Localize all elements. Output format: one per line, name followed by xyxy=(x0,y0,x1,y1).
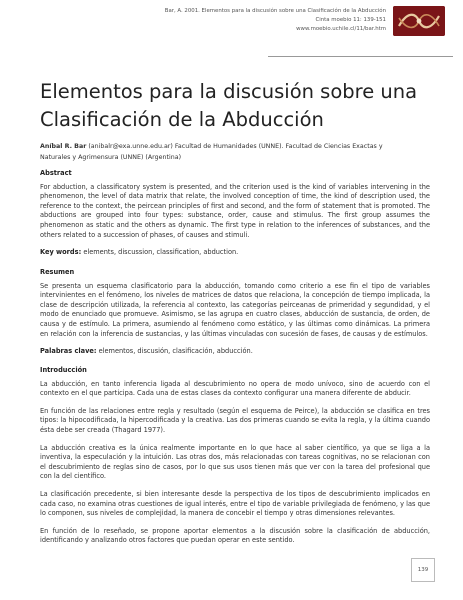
abstract-text: For abduction, a classificatory system is presented, and the criterion used is the kind of variables intervening in the phenomenon, the level of data matrix that relate, the involved conception of time, the kind of description used, the reference to the context, the peircean principles of first and second, and the form of statement that is promoted. The abductions are grouped into four types: substance, order, cause and stimulus. The first group assumes the phenomenon as static and the others as dynamic. The first type in relation to the inferences of substances, and the others related to a succession of phases, of causes and stimuli. xyxy=(40,182,430,239)
keywords-label: Key words: xyxy=(40,248,82,257)
intro-paragraph: La abducción, en tanto inferencia ligada al descubrimiento no opera de modo unívoco, sino de acuerdo con el contexto en el que participa. Cada una de estas clases da contexto configurar una manera diferente de abducir. xyxy=(40,379,430,398)
introduccion-section xyxy=(40,366,430,554)
resumen-section xyxy=(40,268,430,357)
citation-line: Bar, A. 2001. Elementos para la discusión sobre una Clasificación de la Abducción xyxy=(164,8,386,14)
intro-paragraph: En función de lo reseñado, se propone aportar elementos a la discusión sobre la clasificación de abducción, identificando y analizando otros factores que puedan operar en este sentido. xyxy=(40,526,430,545)
abstract-heading: Abstract xyxy=(40,169,72,177)
resumen-text: Se presenta un esquema clasificatorio para la abducción, tomando como criterio a ese fin el tipo de variables intervinientes en el fenómeno, los niveles de matrices de datos que relaciona, la concepción de tiempo implicada, la clase de descripción utilizada, la referencia al contexto, las categorías peirceanas de primeridad y segundidad, y el modo de enunciado que promueve. Asimismo, se las agrupa en cuatro clases, abducción de sustancia, de orden, de causa y de estímulo. La primera, asumiendo al fenómeno como estático, y las últimas como dinámicas. La primera en relación con la inferencia de sustancias, y las últimas vinculadas con sucesión de fases, de causas y de estímulos. xyxy=(40,281,430,338)
intro-paragraph: La abducción creativa es la única realmente importante en lo que hace al saber científico, ya que se liga a la inventiva, la especulación y la intuición. Las otras dos, más relacionadas con tareas cognitivas, no se relacionan con el descubrimiento de reglas sino de casos, por lo que sus usos tienen más que ver con la tarea del profesional que con la del científico. xyxy=(40,443,430,481)
author-affiliation-line-2: Naturales y Agrimensura (UNNE) (Argentina) xyxy=(40,154,182,161)
author-affiliation-line-1: (anibalr@exa.unne.edu.ar) Facultad de Humanidades (UNNE). Facultad de Ciencias Exactas y xyxy=(86,143,383,150)
resumen-keywords xyxy=(40,347,430,357)
palabras-clave-text: elementos, discusión, clasificación, abducción. xyxy=(96,347,253,356)
title-line-1: Elementos para la discusión sobre una xyxy=(40,80,418,103)
intro-paragraph: En función de las relaciones entre regla y resultado (según el esquema de Peirce), la abducción se clasifica en tres tipos: la hipocodificada, la hipercodificada y la creativa. Las dos primeras cuando se evita la regla, y la última cuando ésta debe ser creada (Thagard 1977). xyxy=(40,406,430,434)
introduccion-heading: Introducción xyxy=(40,366,87,374)
author-name: Aníbal R. Bar xyxy=(40,143,87,150)
paper-title xyxy=(40,78,430,134)
header-divider xyxy=(268,56,453,57)
journal-header xyxy=(0,0,463,60)
abstract-keywords xyxy=(40,248,430,258)
citation-block xyxy=(86,7,386,34)
keywords-text: elements, discussion, classification, abduction. xyxy=(81,248,239,257)
title-line-2: Clasificación de la Abducción xyxy=(40,108,324,131)
palabras-clave-label: Palabras clave: xyxy=(40,347,97,356)
intro-paragraph: La clasificación precedente, si bien interesante desde la perspectiva de los tipos de descubrimiento implicados en cada caso, no examina otras cuestiones de igual interés, entre el tipo de variable privilegiada de fenómeno, y las que lo componen, sus niveles de complejidad, la manera de concebir el tiempo y otras dimensiones relevantes. xyxy=(40,489,430,518)
abstract-section xyxy=(40,169,430,258)
journal-logo-icon xyxy=(393,6,445,36)
citation-url[interactable]: www.moebio.uchile.cl/11/bar.htm xyxy=(296,26,386,32)
page-number: 139 xyxy=(411,558,435,582)
author-affiliation xyxy=(40,141,430,163)
resumen-heading: Resumen xyxy=(40,268,75,276)
citation-volume: Cinta moebio 11: 139-151 xyxy=(315,17,386,23)
